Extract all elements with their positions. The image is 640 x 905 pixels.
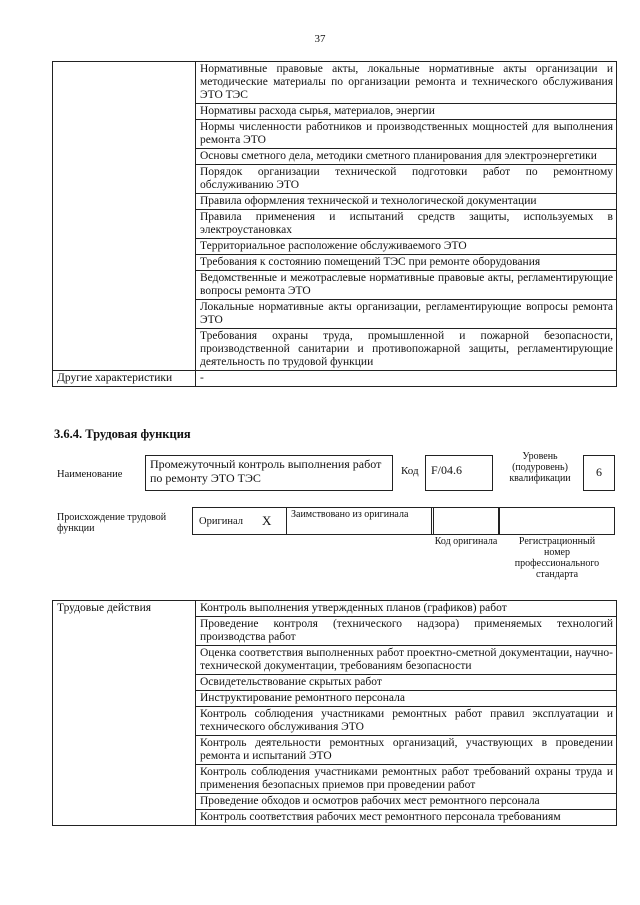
knowledge-item: Порядок организации технической подготовки работ по ремонтному обслуживанию ЭТО	[196, 165, 617, 194]
labor-action-item: Контроль соблюдения участниками ремонтных работ требований охраны труда и применения безопасных приемов при проведении работ	[196, 765, 617, 794]
knowledge-item: Правила оформления технической и технологической документации	[196, 194, 617, 210]
labor-action-row	[53, 601, 617, 617]
labor-action-item: Оценка соответствия выполненных работ проектно-сметной документации, научно-технической документации, требованиям безопасности	[196, 646, 617, 675]
labor-action-item: Проведение обходов и осмотров рабочих мест ремонтного персонала	[196, 794, 617, 810]
borrowed-label: Заимствовано из оригинала	[291, 509, 409, 520]
other-characteristics-row	[53, 371, 617, 387]
knowledge-item: Основы сметного дела, методики сметного планирования для электроэнергетики	[196, 149, 617, 165]
labor-action-item: Инструктирование ремонтного персонала	[196, 691, 617, 707]
knowledge-item: Нормативные правовые акты, локальные нормативные акты организации и методические материалы по организации ремонта и технического обслуживания ЭТО ТЭС	[196, 62, 617, 104]
registration-number-box	[499, 507, 615, 535]
section-title: 3.6.4. Трудовая функция	[54, 427, 191, 441]
page-number: 37	[314, 33, 326, 45]
knowledge-item: Территориальное расположение обслуживаемого ЭТО	[196, 239, 617, 255]
knowledge-item: Нормы численности работников и производственных мощностей для выполнения ремонта ЭТО	[196, 120, 617, 149]
original-label: Оригинал	[199, 516, 243, 527]
labor-actions-table-body	[53, 601, 617, 826]
qualification-level-label: Уровень (подуровень) квалификации	[509, 451, 571, 484]
knowledge-item: Локальные нормативные акты организации, регламентирующие вопросы ремонта ЭТО	[196, 300, 617, 329]
labor-action-item: Контроль соблюдения участниками ремонтных работ правил эксплуатации и технического обслуживания ЭТО	[196, 707, 617, 736]
name-label: Наименование	[57, 469, 123, 480]
origin-divider	[286, 507, 287, 535]
code-value-box: F/04.6	[425, 455, 493, 491]
labor-action-item: Контроль соответствия рабочих мест ремонтного персонала требованиям	[196, 810, 617, 826]
origin-label: Происхождение трудовой функции	[57, 512, 167, 534]
function-name-box: Промежуточный контроль выполнения работ по ремонту ЭТО ТЭС	[145, 455, 393, 491]
labor-action-item: Контроль выполнения утвержденных планов (графиков) работ	[196, 601, 617, 617]
labor-action-item: Проведение контроля (технического надзора) применяемых технологий производства работ	[196, 617, 617, 646]
other-characteristics-label: Другие характеристики	[53, 371, 196, 387]
original-mark: X	[262, 513, 272, 528]
qualification-level-box: 6	[583, 455, 615, 491]
labor-action-item: Освидетельствование скрытых работ	[196, 675, 617, 691]
code-label: Код	[401, 465, 419, 477]
origin-code-caption: Код оригинала	[434, 536, 498, 547]
knowledge-table	[52, 61, 617, 387]
knowledge-item: Требования к состоянию помещений ТЭС при ремонте оборудования	[196, 255, 617, 271]
knowledge-table-body	[53, 62, 617, 387]
other-characteristics-value: -	[196, 371, 617, 387]
labor-action-item: Контроль деятельности ремонтных организаций, участвующих в проведении ремонта и испытаний ЭТО	[196, 736, 617, 765]
labor-actions-label: Трудовые действия	[53, 601, 196, 826]
knowledge-item: Требования охраны труда, промышленной и пожарной безопасности, производственной санитарии и противопожарной защиты, регламентирующие деятельность по трудовой функции	[196, 329, 617, 371]
labor-actions-table	[52, 600, 617, 826]
knowledge-item: Ведомственные и межотраслевые нормативные правовые акты, регламентирующие вопросы ремонта ЭТО	[196, 271, 617, 300]
origin-code-box	[431, 507, 499, 535]
knowledge-item: Нормативы расхода сырья, материалов, энергии	[196, 104, 617, 120]
registration-number-caption: Регистрационный номер профессионального стандарта	[514, 536, 600, 580]
knowledge-label-cell	[53, 62, 196, 371]
knowledge-item: Правила применения и испытаний средств защиты, используемых в электроустановках	[196, 210, 617, 239]
knowledge-row	[53, 62, 617, 104]
